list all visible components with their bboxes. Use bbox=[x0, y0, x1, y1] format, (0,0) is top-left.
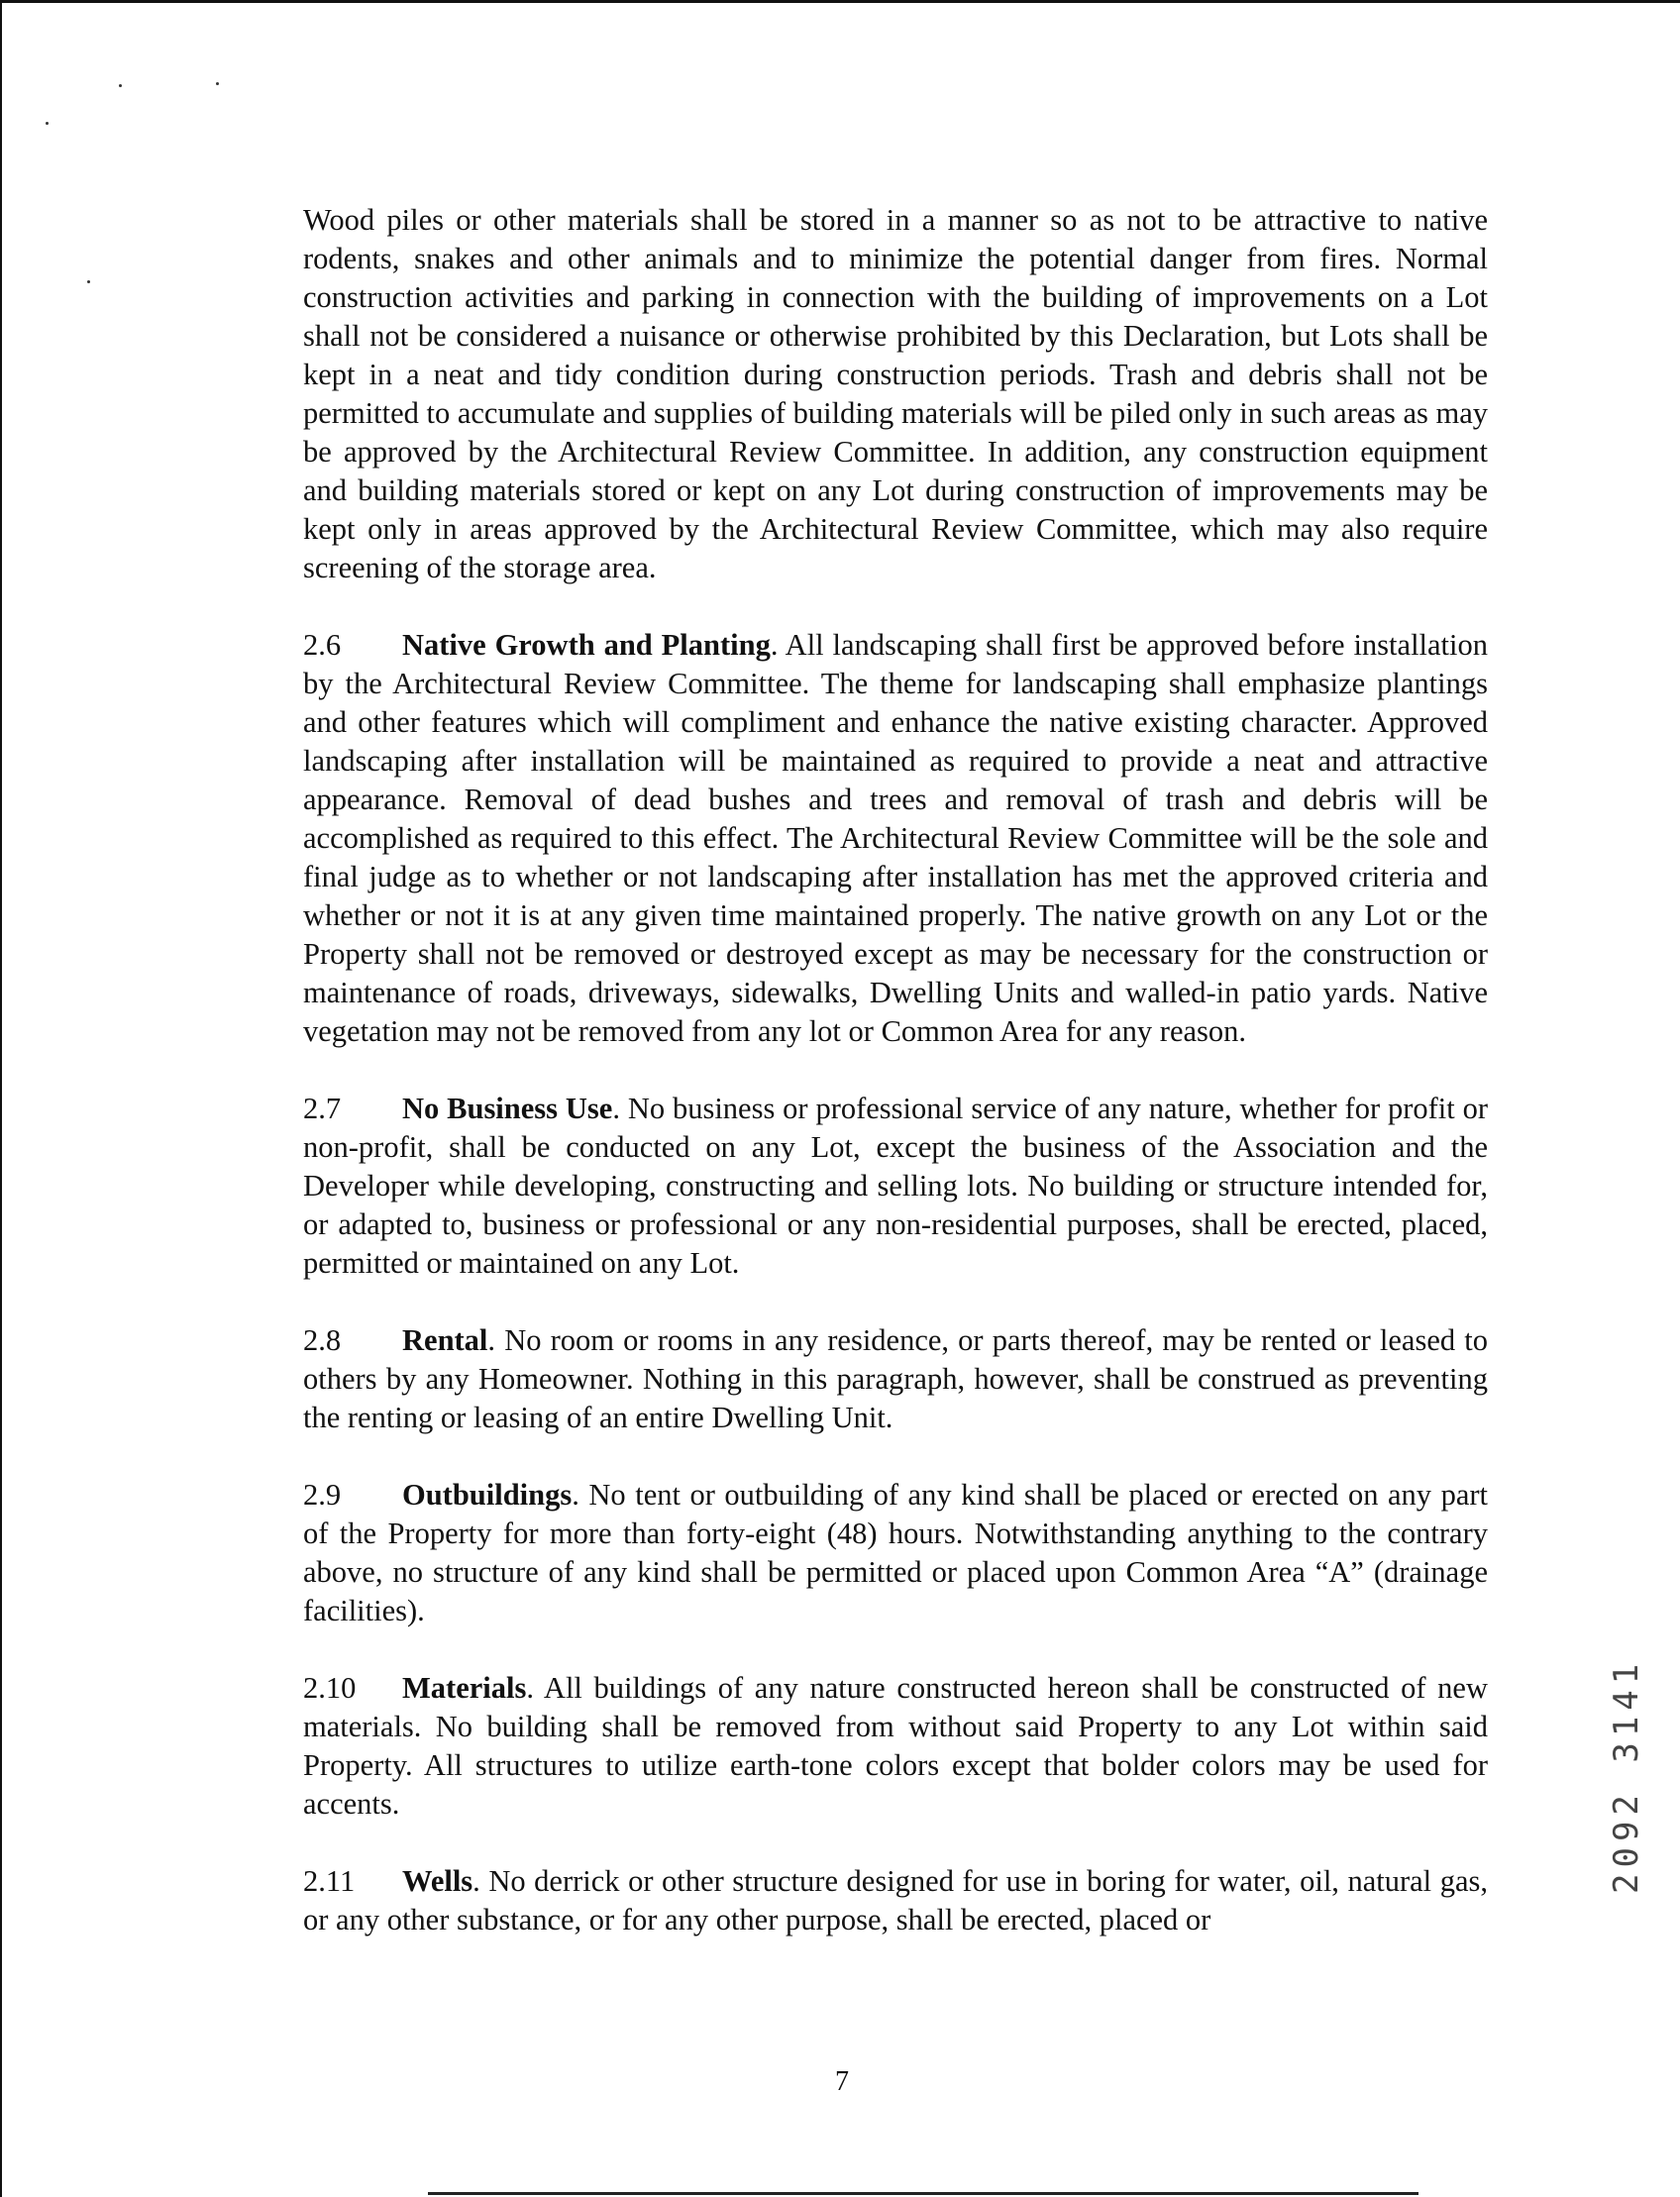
section-2-8 bbox=[303, 1321, 1488, 1437]
section-number: 2.9 bbox=[303, 1478, 342, 1512]
section-number: 2.10 bbox=[303, 1671, 357, 1705]
section-title: Wells bbox=[402, 1864, 473, 1898]
section-number: 2.8 bbox=[303, 1323, 342, 1357]
recording-stamp-number: 2092 3141 bbox=[1607, 1657, 1646, 1895]
section-2-11 bbox=[303, 1862, 1488, 1939]
section-title: Materials bbox=[402, 1671, 527, 1705]
section-text: . All landscaping shall first be approved before installation by the Architectural Review Committee. The theme for landscaping shall emphasize plantings and other features which will compliment and enhance the native existing character. Approved landscaping after installation will be maintained as required to provide a neat and attractive appearance. Removal of dead bushes and trees and removal of trash and debris will be accomplished as required to this effect. The Architectural Review Committee will be the sole and final judge as to whether or not landscaping after installation has met the approved criteria and whether or not it is at any given time maintained properly. The native growth on any Lot or the Property shall not be removed or destroyed except as may be necessary for the construction or maintenance of roads, driveways, sidewalks, Dwelling Units and walled-in patio yards. Native vegetation may not be removed from any lot or Common Area for any reason. bbox=[303, 628, 1489, 1048]
section-text: . No derrick or other structure designed for use in boring for water, oil, natural gas, or any other substance, or for any other purpose, shall be erected, placed or bbox=[303, 1864, 1488, 1936]
section-text: . No business or professional service of any nature, whether for profit or non-profit, shall be conducted on any Lot, except the business of the Association and the Developer while developing, constructing and selling lots. No building or structure intended for, or adapted to, business or professional or any non-residential purposes, shall be erected, placed, permitted or maintained on any Lot. bbox=[303, 1092, 1488, 1280]
section-text: . No tent or outbuilding of any kind shall be placed or erected on any part of the Property for more than forty-eight (48) hours. Notwithstanding anything to the contrary above, no structure of any kind shall be permitted or placed upon Common Area “A” (drainage facilities). bbox=[303, 1478, 1488, 1627]
section-2-7 bbox=[303, 1090, 1488, 1283]
scan-speck bbox=[87, 280, 90, 283]
paragraph-text: Wood piles or other materials shall be stored in a manner so as not to be attractive to native rodents, snakes and other animals and to minimize the potential danger from fires. Normal construction activities and parking in connection with the building of improvements on a Lot shall not be considered a nuisance or otherwise prohibited by this Declaration, but Lots shall be kept in a neat and tidy condition during construction periods. Trash and debris shall not be permitted to accumulate and supplies of building materials will be piled only in such areas as may be approved by the Architectural Review Committee. In addition, any construction equipment and building materials stored or kept on any Lot during construction of improvements may be kept only in areas approved by the Architectural Review Committee, which may also require screening of the storage area. bbox=[303, 203, 1488, 584]
section-2-6 bbox=[303, 626, 1488, 1051]
bottom-edge-line bbox=[428, 2192, 1418, 2195]
scan-speck bbox=[119, 84, 122, 87]
section-title: Native Growth and Planting bbox=[402, 628, 771, 662]
section-number: 2.6 bbox=[303, 628, 342, 662]
section-title: No Business Use bbox=[402, 1092, 613, 1125]
scan-speck bbox=[46, 122, 49, 125]
page-number: 7 bbox=[835, 2066, 849, 2097]
paragraph-continuation bbox=[303, 201, 1488, 587]
section-title: Rental bbox=[402, 1323, 488, 1357]
section-text: . No room or rooms in any residence, or parts thereof, may be rented or leased to others by any Homeowner. Nothing in this paragraph, however, shall be construed as preventing the renting or leasing of an entire Dwelling Unit. bbox=[303, 1323, 1488, 1434]
section-2-9 bbox=[303, 1476, 1488, 1630]
section-text: . All buildings of any nature constructed hereon shall be constructed of new materials. No building shall be removed from without said Property to any Lot within said Property. All structures to utilize earth-tone colors except that bolder colors may be used for accents. bbox=[303, 1671, 1488, 1821]
section-title: Outbuildings bbox=[402, 1478, 573, 1512]
section-number: 2.7 bbox=[303, 1092, 342, 1125]
section-number: 2.11 bbox=[303, 1864, 356, 1898]
scan-speck bbox=[216, 82, 219, 85]
document-body bbox=[303, 201, 1488, 1978]
section-2-10 bbox=[303, 1669, 1488, 1824]
